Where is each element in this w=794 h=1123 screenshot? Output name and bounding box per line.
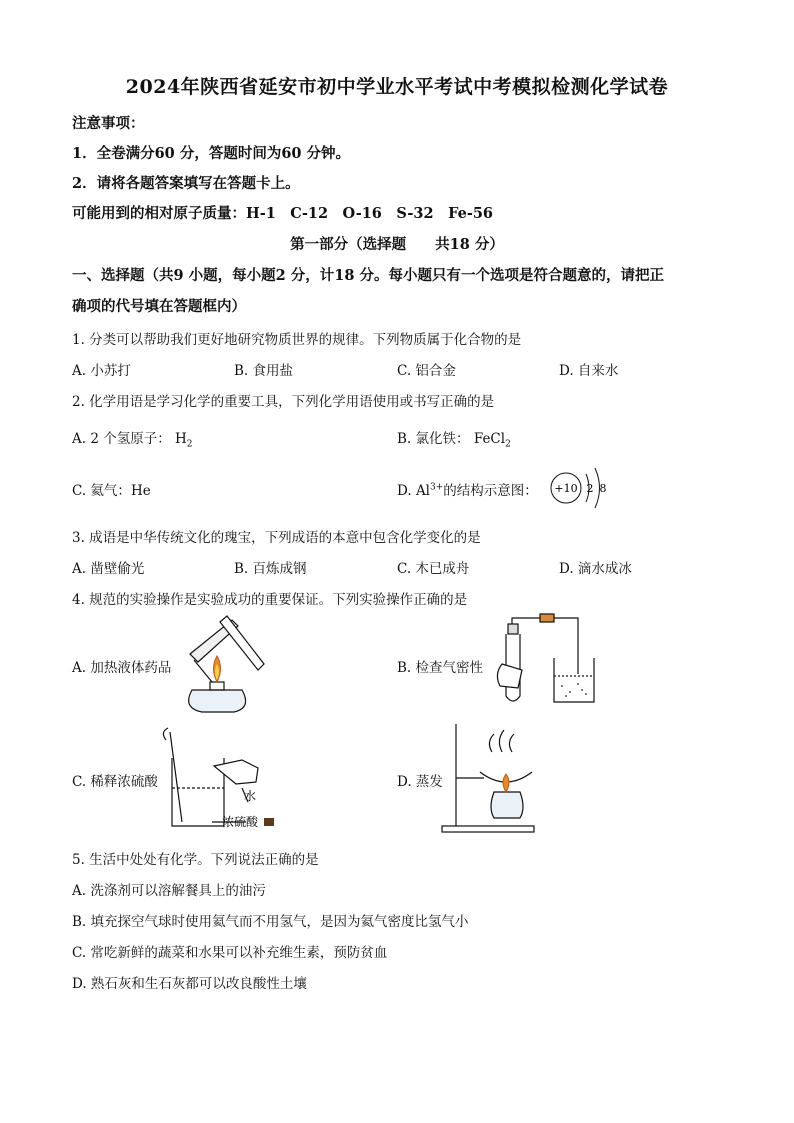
evaporation-illustration [440, 722, 540, 834]
q4-option-a: A. 加热液体药品 [72, 660, 172, 676]
q2-d-charge: 3+ [430, 482, 444, 493]
q4-option-d: D. 蒸发 [397, 774, 443, 790]
q2-a-formula: H [175, 431, 187, 447]
dilute-acid-illustration [162, 722, 282, 832]
q4-option-b: B. 检查气密性 [397, 660, 484, 676]
q5-option-c: C. 常吃新鲜的蔬菜和水果可以补充维生素，预防贫血 [72, 945, 388, 961]
q5-stem: 5. 生活中处处有化学。下列说法正确的是 [72, 852, 319, 868]
acid-label: 浓硫酸 [222, 815, 259, 829]
q2-option-b [397, 427, 511, 450]
shell1-electrons: 2 [586, 482, 594, 495]
q4-option-c: C. 稀释浓硫酸 [72, 774, 158, 790]
q1-option-d: D. 自来水 [559, 363, 619, 379]
q2-option-c [72, 479, 151, 499]
q2-a-text: A. 2 个氢原子： [72, 431, 171, 447]
q3-option-b: B. 百炼成钢 [234, 561, 307, 577]
q5-option-a: A. 洗涤剂可以溶解餐具上的油污 [72, 883, 266, 899]
acid-bottle-icon [264, 818, 274, 826]
q1-stem: 1. 分类可以帮助我们更好地研究物质世界的规律。下列物质属于化合物的是 [72, 332, 522, 348]
q3-option-d: D. 滴水成冰 [559, 561, 632, 577]
q2-b-text: B. 氯化铁： [397, 431, 470, 447]
q2-d-suffix: 的结构示意图： [443, 483, 538, 499]
part1-instruction-line2: 确项的代号填在答题框内） [72, 298, 246, 315]
q5-option-b: B. 填充探空气球时使用氦气而不用氢气，是因为氦气密度比氢气小 [72, 914, 469, 930]
part1-heading: 第一部分（选择题 共18 分） [290, 236, 504, 253]
q1-option-b: B. 食用盐 [234, 363, 294, 379]
q2-b-formula: FeCl [473, 431, 506, 447]
q2-option-a [72, 427, 193, 450]
atomic-masses: 可能用到的相对原子质量：H-1 C-12 O-16 S-32 Fe-56 [72, 205, 494, 222]
q3-option-a: A. 凿壁偷光 [72, 561, 145, 577]
q2-c-formula: He [130, 483, 151, 499]
q1-option-c: C. 铝合金 [397, 363, 456, 379]
q2-b-subscript: 2 [505, 439, 511, 450]
ion-structure-diagram [546, 466, 616, 516]
airtightness-check-illustration [482, 614, 602, 714]
part1-instruction-line1: 一、选择题（共9 小题，每小题2 分，计18 分。每小题只有一个选项是符合题意的，请把正 [72, 267, 664, 284]
notes-heading: 注意事项： [72, 115, 145, 132]
shell2-electrons: 8 [599, 482, 607, 495]
q3-option-c: C. 木已成舟 [397, 561, 470, 577]
q2-option-d [397, 479, 538, 499]
q4-stem: 4. 规范的实验操作是实验成功的重要保证。下列实验操作正确的是 [72, 592, 468, 608]
q2-a-subscript: 2 [186, 439, 193, 450]
water-label: 水 [244, 789, 257, 803]
q2-stem: 2. 化学用语是学习化学的重要工具，下列化学用语使用或书写正确的是 [72, 394, 495, 410]
nucleus-charge: +10 [554, 482, 578, 495]
q2-d-ion: Al [415, 483, 431, 499]
exam-title: 2024年陕西省延安市初中学业水平考试中考模拟检测化学试卷 [125, 76, 669, 98]
q5-option-d: D. 熟石灰和生石灰都可以改良酸性土壤 [72, 976, 307, 992]
heating-liquid-illustration [172, 612, 272, 720]
q1-option-a: A. 小苏打 [72, 363, 131, 379]
q2-c-text: C. 氦气： [72, 483, 131, 499]
note-item-1: 1．全卷满分60 分，答题时间为60 分钟。 [72, 145, 351, 162]
note-item-2: 2．请将各题答案填写在答题卡上。 [72, 175, 300, 192]
q2-d-prefix: D. [397, 483, 412, 499]
q3-stem: 3. 成语是中华传统文化的瑰宝，下列成语的本意中包含化学变化的是 [72, 530, 481, 546]
